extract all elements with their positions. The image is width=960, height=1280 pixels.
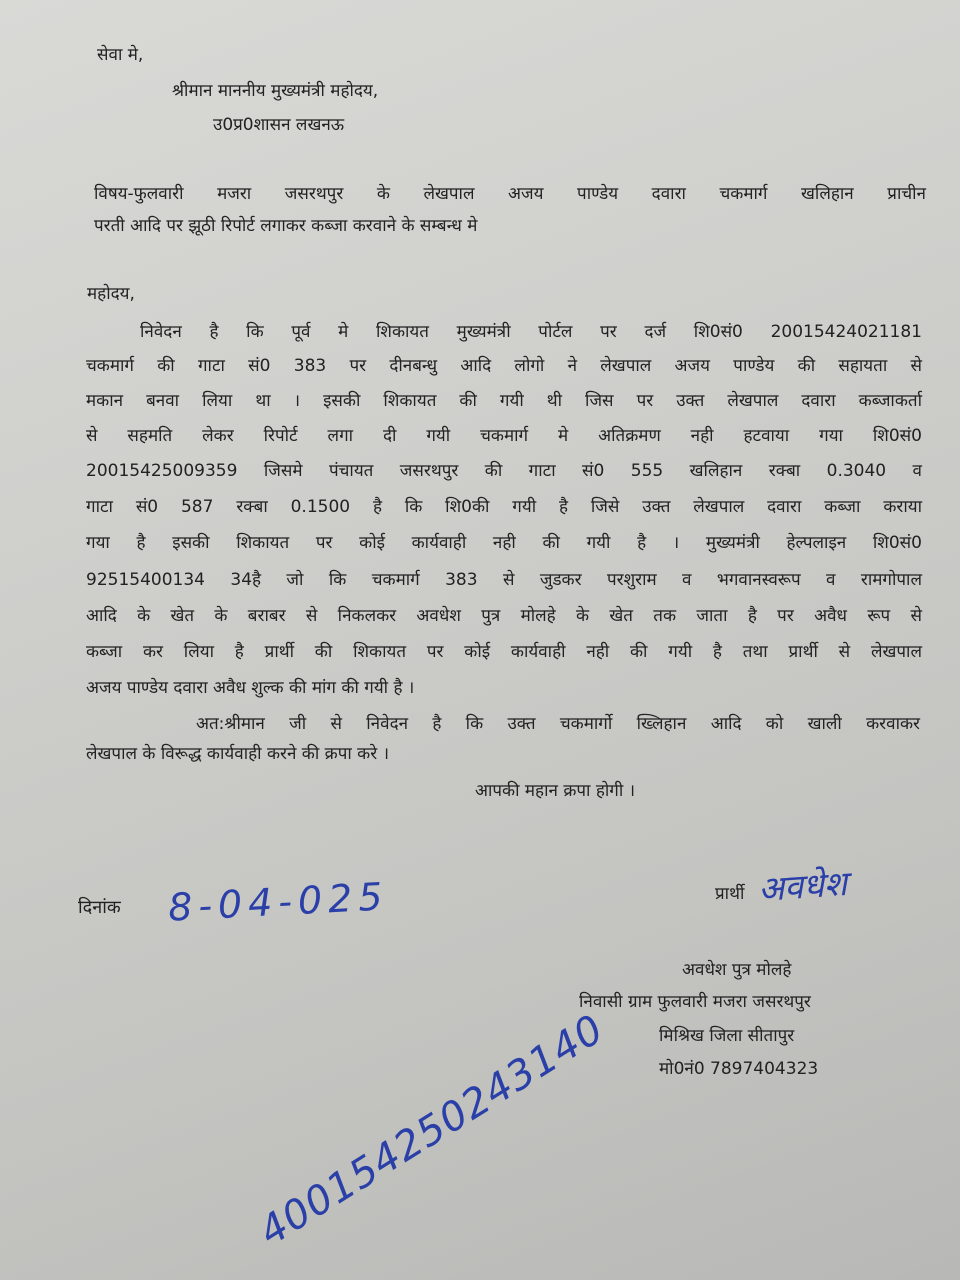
subject-line-1: विषय-फुलवारी मजरा जसरथपुर के लेखपाल अजय पाण्डेय दवारा चकमार्ग खलिहान प्राचीन [94,184,926,204]
greeting: महोदय, [87,284,135,304]
body-line: 20015425009359 जिसमे पंचायत जसरथपुर की गाटा सं0 555 खलिहान रक्बा 0.3040 व [86,461,922,481]
body-line: आदि के खेत के बराबर से निकलकर अवधेश पुत्र मोलहे के खेत तक जाता है पर अवैध रूप से [86,606,922,626]
body-line: गाटा सं0 587 रक्बा 0.1500 है कि शि0की गयी है जिसे उक्त लेखपाल दवारा कब्जा कराया [86,497,922,517]
body-line: अजय पाण्डेय दवारा अवैध शुल्क की मांग की गयी है । [86,678,415,698]
signature: अवधेश [756,863,849,911]
salutation: सेवा मे, [97,45,144,65]
recipient-office: उ0प्र0शासन लखनऊ [213,115,345,135]
request-line-1: अत:श्रीमान जी से निवेदन है कि उक्त चकमार्गो ख्लिहान आदि को खाली करवाकर [196,714,920,734]
request-line-2: लेखपाल के विरूद्ध कार्यवाही करने की क्रपा करे । [86,744,390,764]
date-label: दिनांक [78,897,121,918]
body-line: 92515400134 34है जो कि चकमार्ग 383 से जुडकर परशुराम व भगवानस्वरूप व रामगोपाल [86,570,922,590]
sender-address-2: मिश्रिख जिला सीतापुर [659,1026,795,1046]
sender-name: अवधेश पुत्र मोलहे [682,960,792,980]
closing-line: आपकी महान क्रपा होगी । [475,781,636,801]
handwritten-reference-number: 400154250243140 [251,1005,613,1256]
body-line: कब्जा कर लिया है प्रार्थी की शिकायत पर कोई कार्यवाही नही की गयी है तथा प्रार्थी से लेखपाल [86,642,922,662]
body-line: मकान बनवा लिया था । इसकी शिकायत की गयी थी जिस पर उक्त लेखपाल दवारा कब्जाकर्ता [86,391,922,411]
handwritten-date: 8-04-025 [166,874,390,930]
subject-line-2: परती आदि पर झूठी रिपोर्ट लगाकर कब्जा करवाने के सम्बन्ध मे [94,216,478,236]
body-line: से सहमति लेकर रिपोर्ट लगा दी गयी चकमार्ग मे अतिक्रमण नही हटवाया गया शि0सं0 [86,426,922,446]
applicant-label: प्रार्थी [715,884,745,904]
body-line: निवेदन है कि पूर्व मे शिकायत मुख्यमंत्री पोर्टल पर दर्ज शि0सं0 20015424021181 [140,322,922,342]
sender-address-1: निवासी ग्राम फुलवारी मजरा जसरथपुर [579,992,811,1012]
body-line: चकमार्ग की गाटा सं0 383 पर दीनबन्धु आदि लोगो ने लेखपाल अजय पाण्डेय की सहायता से [86,356,922,376]
sender-phone: मो0नं0 7897404323 [659,1059,819,1079]
body-line: गया है इसकी शिकायत पर कोई कार्यवाही नही की गयी है । मुख्यमंत्री हेल्पलाइन शि0सं0 [86,533,922,553]
recipient-title: श्रीमान माननीय मुख्यमंत्री महोदय, [172,81,379,101]
